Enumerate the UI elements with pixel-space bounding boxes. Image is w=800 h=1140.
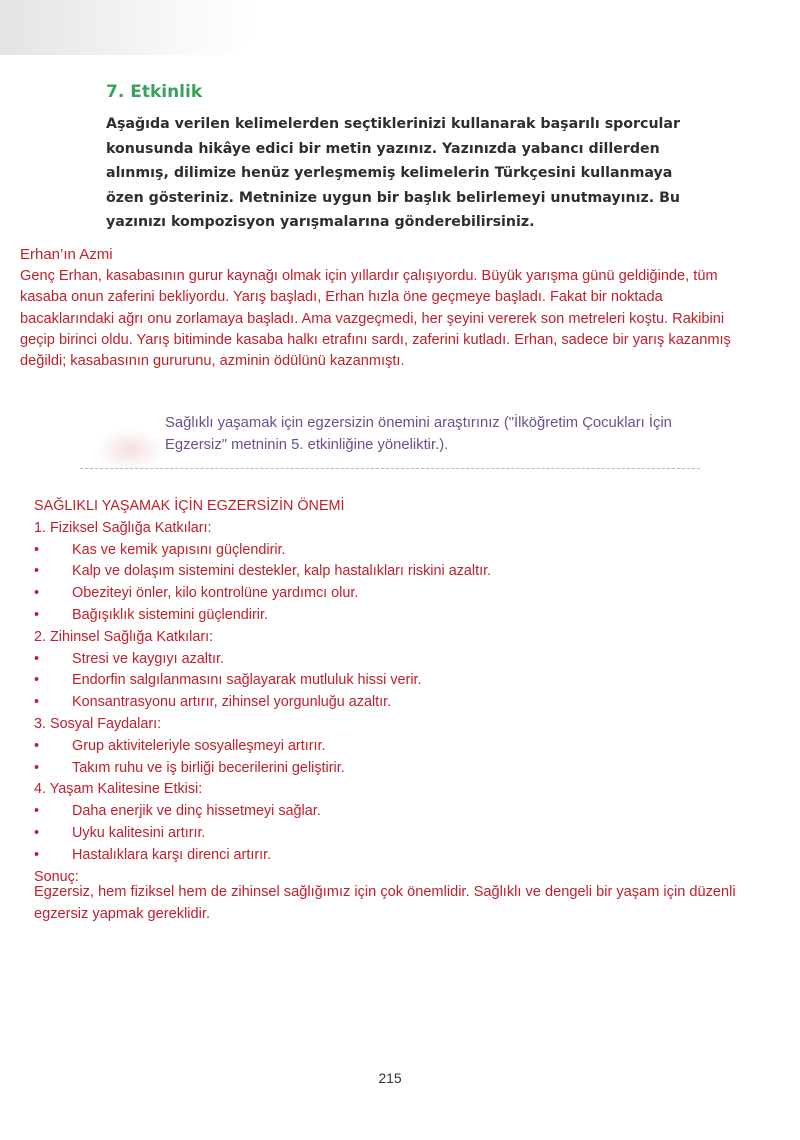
story-title: Erhan’ın Azmi xyxy=(20,246,113,263)
list-item xyxy=(34,692,774,714)
list-item-text: Stresi ve kaygıyı azaltır. xyxy=(72,650,224,667)
list-item xyxy=(34,605,774,627)
list-item-text: Takım ruhu ve iş birliği becerilerini geliştirir. xyxy=(72,759,345,776)
list-item-text: Kalp ve dolaşım sistemini destekler, kalp hastalıkları riskini azaltır. xyxy=(72,563,492,580)
list-item-text: Hastalıklara karşı direnci artırır. xyxy=(72,846,272,863)
list-item xyxy=(34,801,774,823)
list-item-text: Uyku kalitesini artırır. xyxy=(72,824,206,841)
bullet-icon: • xyxy=(34,694,40,711)
list-item-text: Obeziteyi önler, kilo kontrolüne yardımcı olur. xyxy=(72,585,359,602)
bullet-icon: • xyxy=(34,606,40,623)
health-section xyxy=(34,496,774,888)
conclusion-label: Sonuç: xyxy=(34,868,79,885)
list-item-text: Daha enerjik ve dinç hissetmeyi sağlar. xyxy=(72,803,321,820)
section-heading: 1. Fiziksel Sağlığa Katkıları: xyxy=(34,519,212,536)
bullet-icon: • xyxy=(34,759,40,776)
section-heading: 2. Zihinsel Sağlığa Katkıları: xyxy=(34,628,214,645)
research-note: Sağlıklı yaşamak için egzersizin önemini araştırınız ("İlköğretim Çocukları İçin Egzersiz" metninin 5. etkinliğine yöneliktir.). xyxy=(165,415,672,453)
scan-shadow xyxy=(0,0,260,55)
list-item-text: Endorfin salgılanmasını sağlayarak mutluluk hissi verir. xyxy=(72,672,422,689)
section-heading: 4. Yaşam Kalitesine Etkisi: xyxy=(34,781,203,798)
scan-smudge xyxy=(95,428,165,472)
list-item xyxy=(34,649,774,671)
list-item-text: Bağışıklık sistemini güçlendirir. xyxy=(72,606,268,623)
list-item xyxy=(34,845,774,867)
activity-instructions: Aşağıda verilen kelimelerden seçtiklerinizi kullanarak başarılı sporcular konusunda hikâye edici bir metin yazınız. Yazınızda yabancı dillerden alınmış, dilimize henüz yerleşmemiş kelimelerin Türkçesini kullanmaya özen gösteriniz. Metninize uygun bir başlık belirlemeyi unutmayınız. Bu yazınızı kompozisyon yarışmalarına gönderebilirsiniz. xyxy=(106,116,680,230)
activity-title: 7. Etkinlik xyxy=(106,82,203,102)
list-item xyxy=(34,736,774,758)
list-item xyxy=(34,823,774,845)
bullet-icon: • xyxy=(34,846,40,863)
bullet-icon: • xyxy=(34,824,40,841)
conclusion-text: Egzersiz, hem fiziksel hem de zihinsel sağlığımız için çok önemlidir. Sağlıklı ve dengeli bir yaşam için düzenli egzersiz yapmak gereklidir. xyxy=(34,884,736,922)
story-body: Genç Erhan, kasabasının gurur kaynağı olmak için yıllardır çalışıyordu. Büyük yarışma günü geldiğinde, tüm kasaba onun zaferini bekliyordu. Yarış başladı, Erhan hızla öne geçmeye başladı. Fakat bir noktada bacaklarındaki ağrı onu zorlamaya başladı. Ama vazgeçmedi, her şeyini vererek son metreleri koştu. Rakibini geçip birinci oldu. Yarış bitiminde kasaba halkı etrafını sardı, zaferini kutladı. Erhan, sadece bir yarış kazanmış değildi; kasabasının gururunu, azminin ödülünü kazanmıştı. xyxy=(20,268,731,370)
bullet-icon: • xyxy=(34,585,40,602)
list-item-text: Konsantrasyonu artırır, zihinsel yorgunluğu azaltır. xyxy=(72,694,392,711)
dashed-divider xyxy=(80,468,700,469)
bullet-icon: • xyxy=(34,541,40,558)
bullet-icon: • xyxy=(34,803,40,820)
list-item xyxy=(34,540,774,562)
bullet-icon: • xyxy=(34,672,40,689)
list-item xyxy=(34,561,774,583)
page-number: 215 xyxy=(378,1070,402,1086)
list-item-text: Grup aktiviteleriyle sosyalleşmeyi artırır. xyxy=(72,737,326,754)
list-item xyxy=(34,670,774,692)
list-item xyxy=(34,758,774,780)
bullet-icon: • xyxy=(34,737,40,754)
section-heading: 3. Sosyal Faydaları: xyxy=(34,715,162,732)
bullet-icon: • xyxy=(34,563,40,580)
health-title: SAĞLIKLI YAŞAMAK İÇİN EGZERSİZİN ÖNEMİ xyxy=(34,498,345,514)
list-item xyxy=(34,583,774,605)
bullet-icon: • xyxy=(34,650,40,667)
list-item-text: Kas ve kemik yapısını güçlendirir. xyxy=(72,541,286,558)
